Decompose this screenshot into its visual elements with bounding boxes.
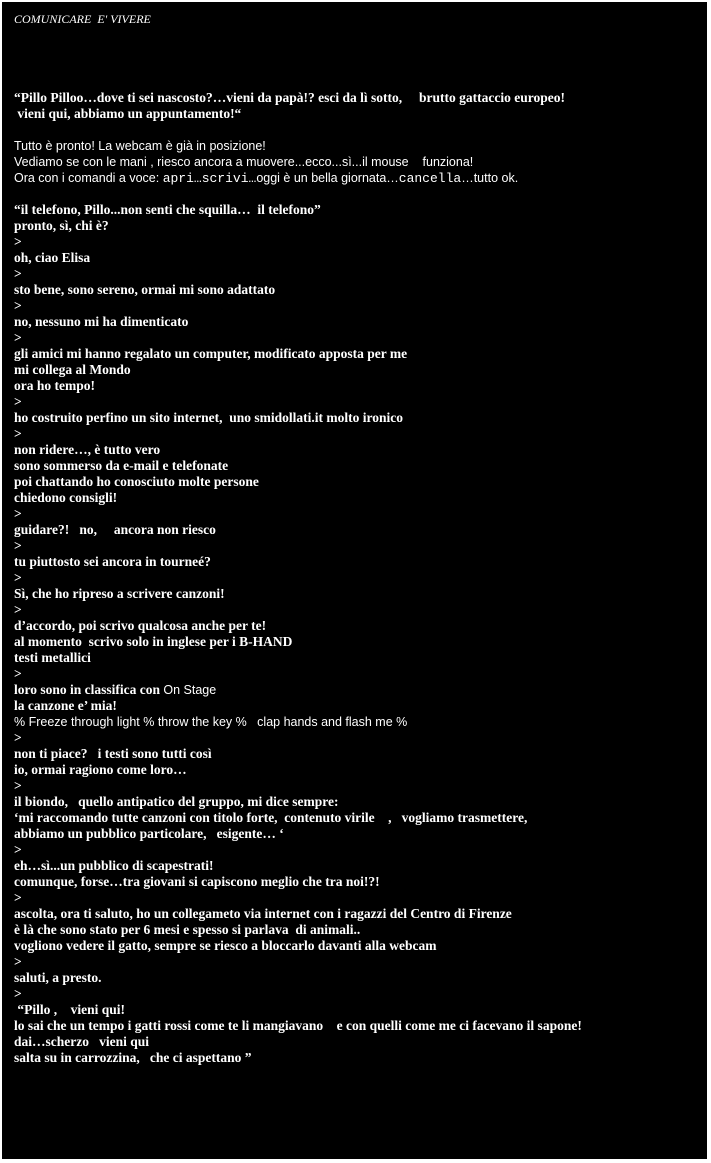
dialogue-text: loro sono in classifica con: [14, 682, 164, 697]
dialogue-line: non ridere…, è tutto vero: [14, 442, 161, 457]
dialogue-line: la canzone e’ mia!: [14, 698, 117, 713]
voice-command-text: oggi è un bella giornata…: [256, 171, 399, 185]
prompt-marker: >: [14, 330, 22, 345]
dialogue-line: oh, ciao Elisa: [14, 250, 91, 265]
dialogue-line: dai…scherzo vieni qui: [14, 1034, 150, 1049]
voice-command-text: Ora con i comandi a voce:: [14, 171, 163, 185]
dialogue-line: Sì, che ho ripreso a scrivere canzoni!: [14, 586, 225, 601]
dialogue-line: “il telefono, Pillo...non senti che squilla… il telefono”: [14, 202, 321, 217]
prompt-marker: >: [14, 298, 22, 313]
narration-line: Vediamo se con le mani , riesco ancora a muovere...ecco...sì...il mouse funziona!: [14, 155, 474, 169]
dialogue-line: il biondo, quello antipatico del gruppo, mi dice sempre:: [14, 794, 339, 809]
dialogue-line: tu piuttosto sei ancora in tourneé?: [14, 554, 211, 569]
dialogue-line: chiedono consigli!: [14, 490, 118, 505]
voice-command-text: …tutto ok.: [461, 171, 519, 185]
intro-line: “Pillo Pilloo…dove ti sei nascosto?…vieni da papà!? esci da lì sotto, brutto gattaccio europeo!: [14, 90, 565, 105]
prompt-marker: >: [14, 890, 22, 905]
dialogue-line: abbiamo un pubblico particolare, esigente… ‘: [14, 826, 284, 841]
dialogue-line: guidare?! no, ancora non riesco: [14, 522, 216, 537]
prompt-marker: >: [14, 778, 22, 793]
dialogue-line: saluti, a presto.: [14, 970, 102, 985]
prompt-marker: >: [14, 506, 22, 521]
dialogue-line: ho costruito perfino un sito internet, uno smidollati.it molto ironico: [14, 410, 404, 425]
voice-command-word: apri…scrivi…: [162, 171, 257, 186]
song-lyrics-line: % Freeze through light % throw the key % clap hands and flash me %: [14, 715, 408, 729]
dialogue-line: vogliono vedere il gatto, sempre se riesco a bloccarlo davanti alla webcam: [14, 938, 437, 953]
prompt-marker: >: [14, 394, 22, 409]
story-text: [14, 90, 704, 1066]
document-title: COMUNICARE E' VIVERE: [14, 12, 151, 26]
dialogue-line: poi chattando ho conosciuto molte persone: [14, 474, 259, 489]
dialogue-line: al momento scrivo solo in inglese per i B-HAND: [14, 634, 293, 649]
dialogue-line: no, nessuno mi ha dimenticato: [14, 314, 189, 329]
dialogue-line: testi metallici: [14, 650, 91, 665]
prompt-marker: >: [14, 234, 22, 249]
prompt-marker: >: [14, 538, 22, 553]
prompt-marker: >: [14, 666, 22, 681]
dialogue-line: [14, 682, 704, 698]
blank-line: [14, 186, 704, 202]
voice-command-word: cancella: [398, 171, 462, 186]
dialogue-line: mi collega al Mondo: [14, 362, 131, 377]
prompt-marker: >: [14, 954, 22, 969]
prompt-marker: >: [14, 570, 22, 585]
dialogue-line: sto bene, sono sereno, ormai mi sono adattato: [14, 282, 276, 297]
dialogue-line: lo sai che un tempo i gatti rossi come te li mangiavano e con quelli come me ci facevano il sapone!: [14, 1018, 582, 1033]
dialogue-line: è là che sono stato per 6 mesi e spesso si parlava di animali..: [14, 922, 361, 937]
dialogue-line: ascolta, ora ti saluto, ho un collegameto via internet con i ragazzi del Centro di Firenze: [14, 906, 512, 921]
text-box: [2, 2, 707, 1159]
dialogue-line: comunque, forse…tra giovani si capiscono meglio che tra noi!?!: [14, 874, 380, 889]
prompt-marker: >: [14, 730, 22, 745]
narration-line: Tutto è pronto! La webcam è già in posizione!: [14, 139, 266, 153]
prompt-marker: >: [14, 266, 22, 281]
intro-line: vieni qui, abbiamo un appuntamento!“: [14, 106, 242, 121]
dialogue-line: pronto, sì, chi è?: [14, 218, 109, 233]
voice-command-line: [14, 170, 704, 186]
dialogue-line: “Pillo , vieni qui!: [14, 1002, 126, 1017]
dialogue-line: ‘mi raccomando tutte canzoni con titolo forte, contenuto virile , vogliamo trasmettere,: [14, 810, 528, 825]
dialogue-line: ora ho tempo!: [14, 378, 95, 393]
prompt-marker: >: [14, 602, 22, 617]
dialogue-line: sono sommerso da e-mail e telefonate: [14, 458, 229, 473]
song-title: On Stage: [163, 683, 217, 697]
dialogue-line: gli amici mi hanno regalato un computer, modificato apposta per me: [14, 346, 408, 361]
dialogue-line: io, ormai ragiono come loro…: [14, 762, 187, 777]
blank-line: [14, 122, 704, 138]
dialogue-line: eh…sì...un pubblico di scapestrati!: [14, 858, 214, 873]
dialogue-line: d’accordo, poi scrivo qualcosa anche per te!: [14, 618, 267, 633]
dialogue-line: non ti piace? i testi sono tutti così: [14, 746, 212, 761]
dialogue-line: salta su in carrozzina, che ci aspettano ”: [14, 1050, 252, 1065]
prompt-marker: >: [14, 426, 22, 441]
prompt-marker: >: [14, 842, 22, 857]
prompt-marker: >: [14, 986, 22, 1001]
